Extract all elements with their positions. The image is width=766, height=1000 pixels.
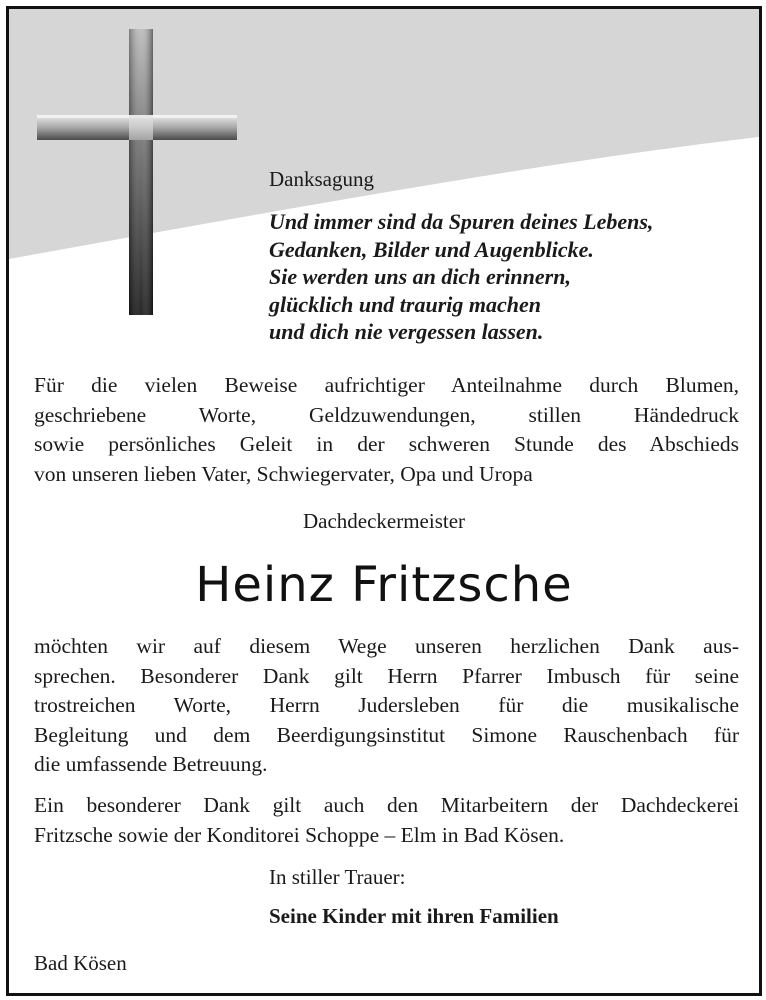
cross-icon [37, 29, 237, 319]
deceased-name: Heinz Fritzsche [195, 557, 573, 613]
poem-line: Und immer sind da Spuren deines Lebens, [269, 209, 654, 234]
text-line: von unseren lieben Vater, Schwiegervater, Opa und Uropa [34, 461, 533, 486]
place-name: Bad Kösen [34, 951, 127, 975]
poem [269, 208, 749, 346]
text-line: Für die vielen Beweise aufrichtiger Anteilnahme durch Blumen, [34, 373, 739, 397]
poem-line: Sie werden uns an dich erinnern, [269, 264, 571, 289]
notice-heading: Danksagung [269, 167, 374, 191]
deceased-title: Dachdeckermeister [302, 509, 466, 533]
obituary-notice [6, 6, 762, 996]
text-line: möchten wir auf diesem Wege unseren herzlichen Dank aus- [34, 634, 739, 658]
mourning-line: In stiller Trauer: [269, 865, 406, 889]
intro-paragraph [34, 371, 739, 489]
text-line: sprechen. Besonderer Dank gilt Herrn Pfarrer Imbusch für seine [34, 663, 739, 688]
text-line: Ein besonderer Dank gilt auch den Mitarbeitern der Dachdeckerei [34, 793, 739, 817]
thanks-paragraph [34, 632, 739, 780]
poem-line: glücklich und traurig machen [269, 291, 542, 317]
poem-line: und dich nie vergessen lassen. [269, 319, 544, 344]
text-line: Begleitung und dem Beerdigungsinstitut Simone Rauschenbach für [34, 722, 739, 747]
text-line: Fritzsche sowie der Konditorei Schoppe – Elm in Bad Kösen. [34, 822, 565, 847]
family-signature: Seine Kinder mit ihren Familien [269, 904, 559, 928]
poem-line: Gedanken, Bilder und Augenblicke. [269, 236, 594, 262]
text-line: sowie persönliches Geleit in der schweren Stunde des Abschieds [34, 432, 739, 456]
extra-thanks-paragraph [34, 791, 739, 850]
text-line: geschriebene Worte, Geldzuwendungen, stillen Händedruck [34, 402, 739, 427]
text-line: trostreichen Worte, Herrn Judersleben für die musikalische [34, 693, 739, 717]
text-line: die umfassende Betreuung. [34, 752, 268, 776]
